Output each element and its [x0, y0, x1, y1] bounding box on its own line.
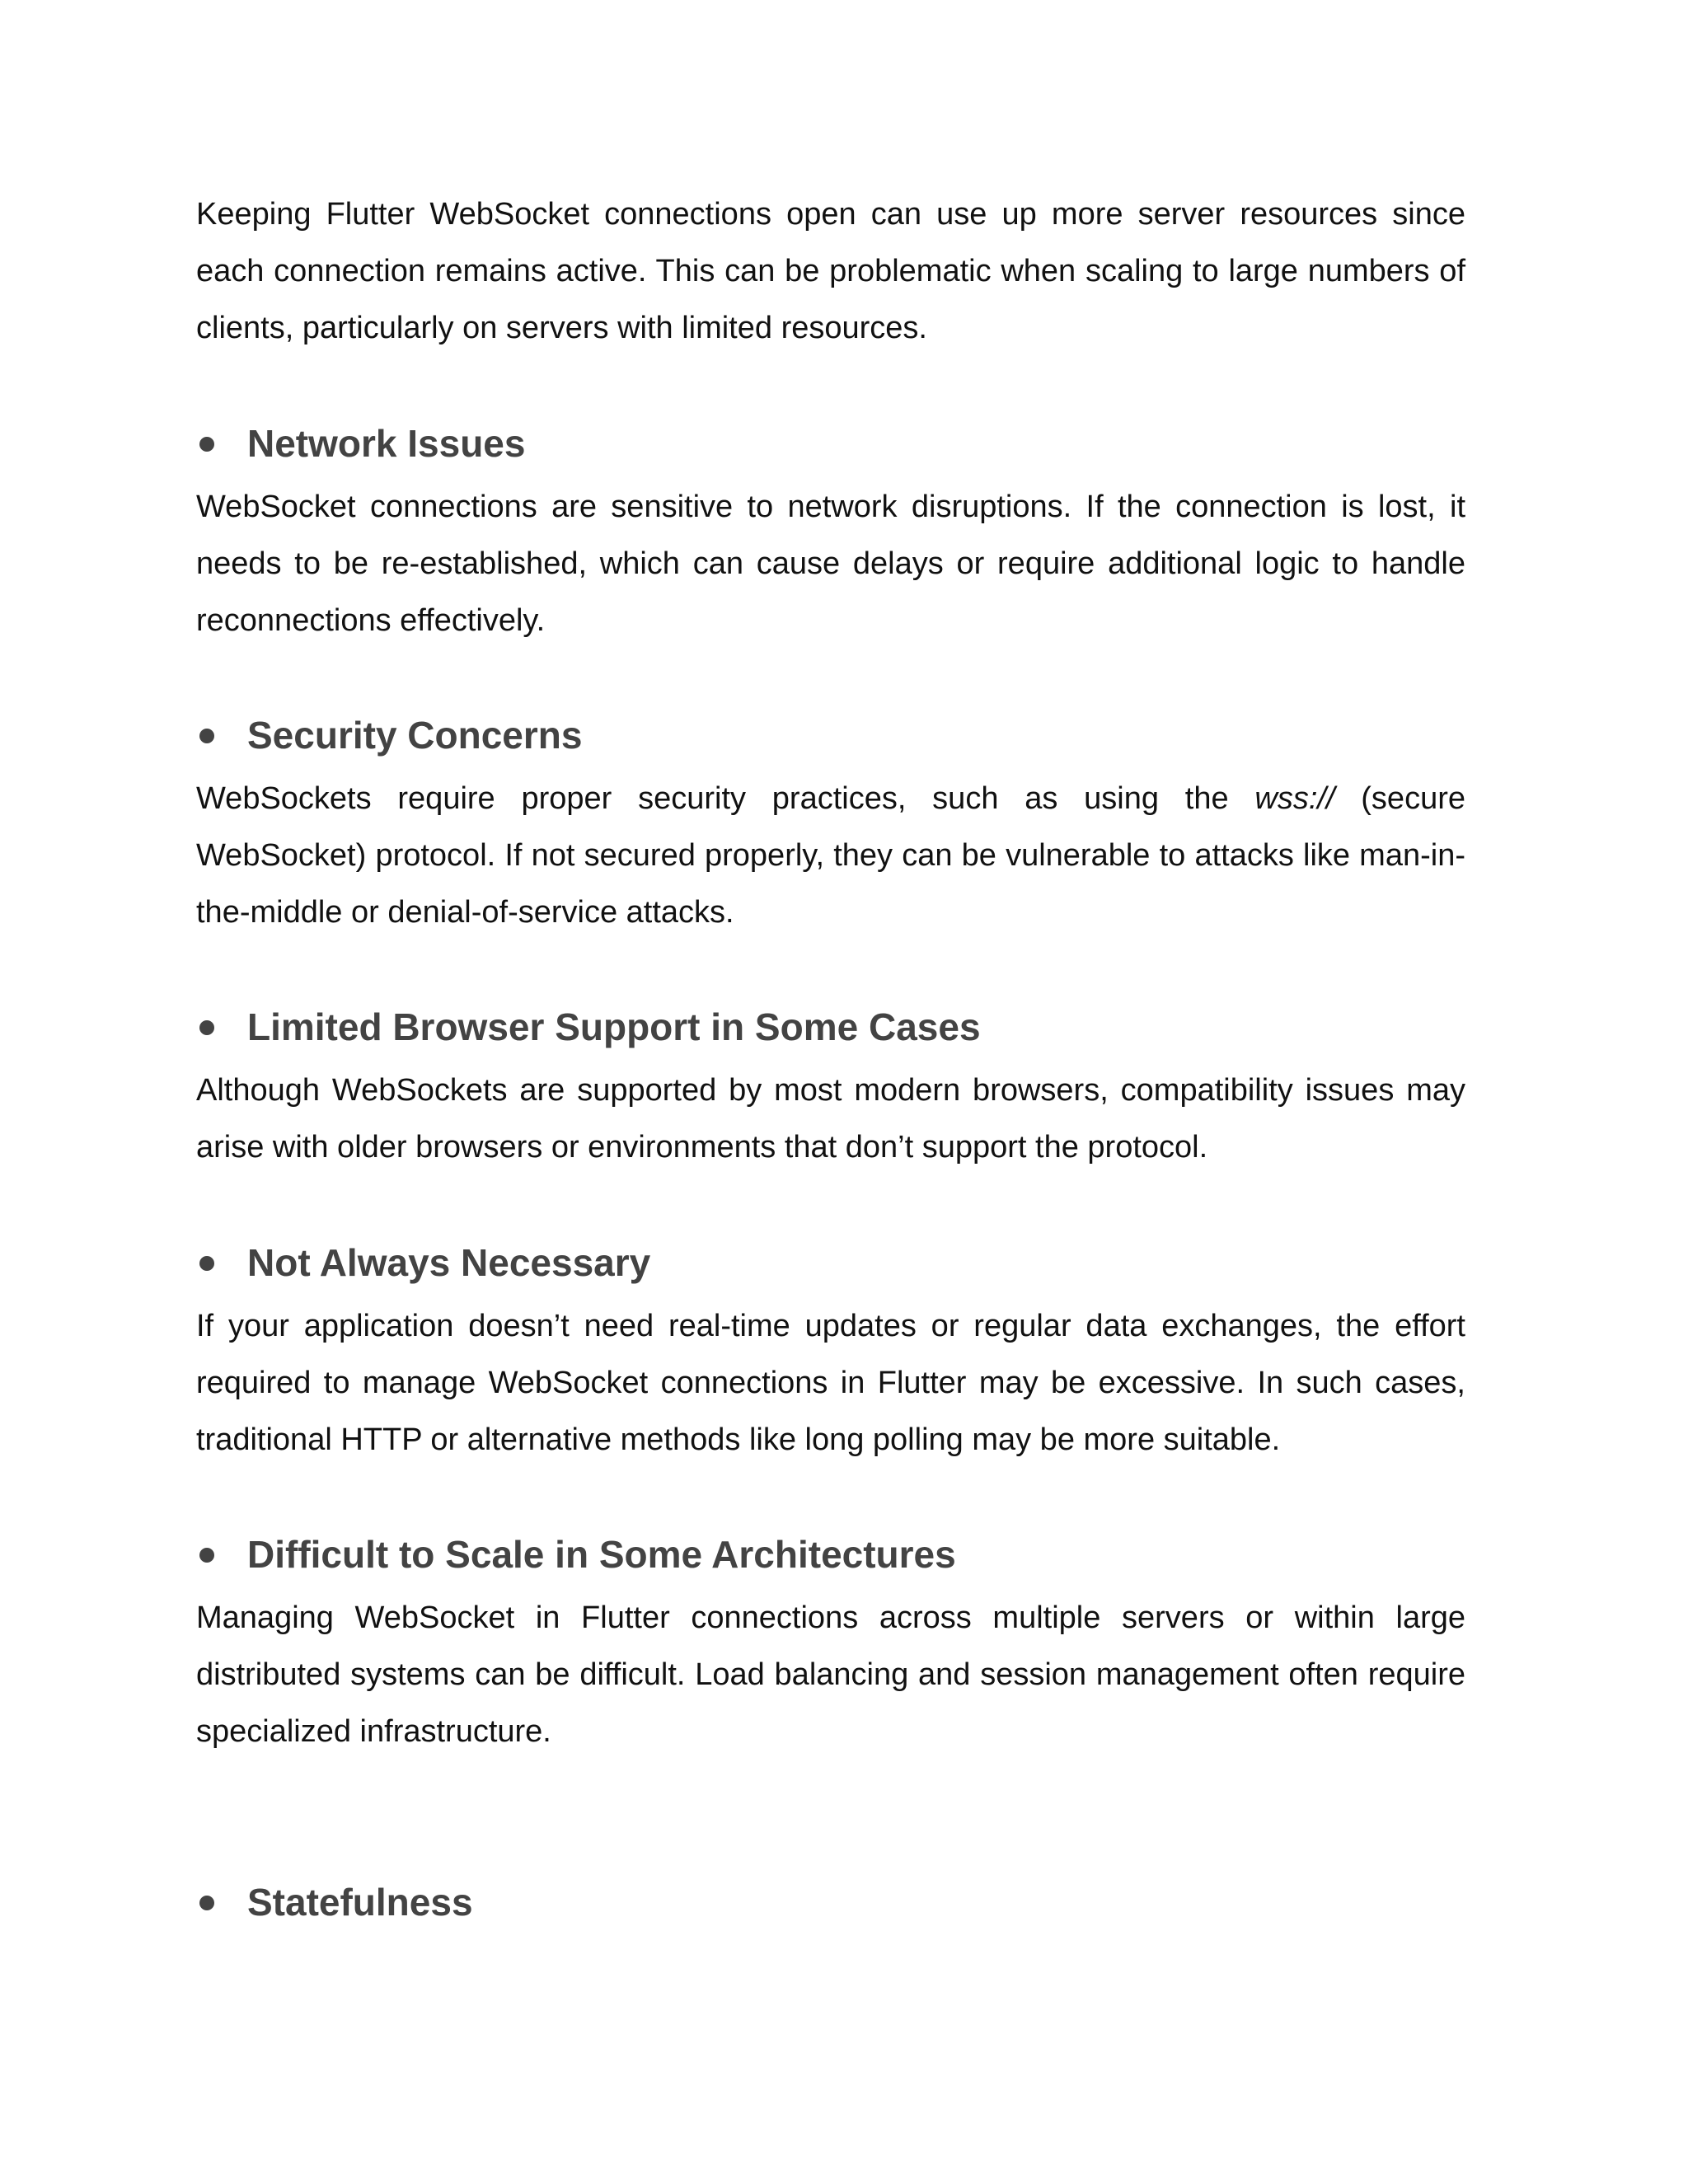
heading-limited-browser-support: [247, 1002, 981, 1052]
paragraph-network-issues: WebSocket connections are sensitive to network disruptions. If the connection is lost, it needs to be re-established, which can cause delays or require additional logic to handle reconnections effectively.: [196, 490, 1465, 638]
heading-statefulness: [247, 1877, 473, 1927]
heading-security-concerns: [247, 710, 582, 760]
heading-text: Statefulness: [247, 1881, 473, 1924]
bullet-icon: [199, 1256, 214, 1271]
intro-paragraph: Keeping Flutter WebSocket connections open can use up more server resources since each connection remains active. This can be problematic when scaling to large numbers of clients, particularly on servers with limited resources.: [196, 197, 1465, 345]
paragraph-security-concerns: [196, 771, 1465, 941]
paragraph-text: (secure WebSocket) protocol. If not secured properly, they can be vulnerable to attacks like man-in-the-middle or denial-of-service attacks.: [196, 781, 1465, 930]
heading-not-always-necessary: [247, 1238, 650, 1287]
paragraph-not-always-necessary: If your application doesn’t need real-time updates or regular data exchanges, the effort required to manage WebSocket connections in Flutter may be excessive. In such cases, traditional HTTP or alternative methods like long polling may be more suitable.: [196, 1309, 1465, 1457]
bullet-icon: [199, 437, 214, 452]
bullet-icon: [199, 729, 214, 743]
heading-text: Not Always Necessary: [247, 1241, 651, 1284]
heading-text: Network Issues: [247, 422, 526, 465]
bullet-icon: [199, 1020, 214, 1035]
heading-text: Limited Browser Support in Some Cases: [247, 1005, 981, 1048]
heading-network-issues: [247, 419, 525, 468]
bullet-icon: [199, 1548, 214, 1563]
heading-difficult-to-scale: [247, 1530, 956, 1579]
heading-text: Difficult to Scale in Some Architectures: [247, 1533, 956, 1576]
bullet-icon: [199, 1896, 214, 1910]
paragraph-difficult-to-scale: Managing WebSocket in Flutter connections across multiple servers or within large distributed systems can be difficult. Load balancing and session management often require specialized infrastructure.: [196, 1601, 1465, 1749]
paragraph-text: WebSockets require proper security practices, such as using the: [196, 781, 1255, 816]
heading-text: Security Concerns: [247, 714, 583, 757]
protocol-term: wss://: [1254, 781, 1335, 816]
paragraph-limited-browser-support: Although WebSockets are supported by most modern browsers, compatibility issues may arise with older browsers or environments that don’t support the protocol.: [196, 1073, 1465, 1165]
